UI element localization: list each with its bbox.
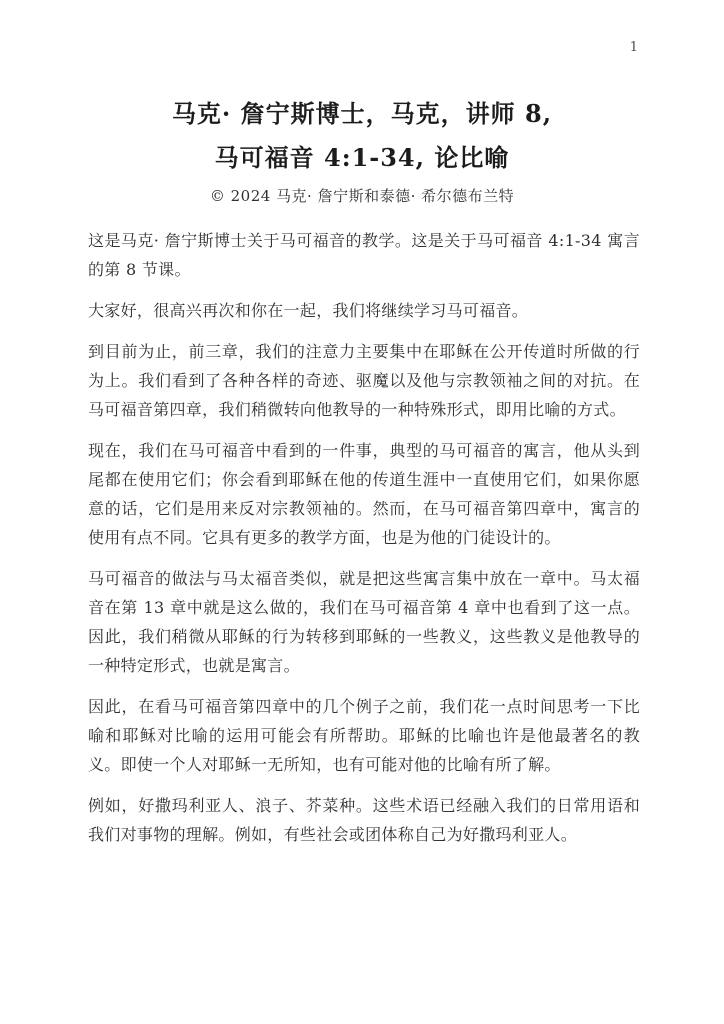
- document-body: [0, 226, 724, 849]
- title-line-1: 马克· 詹宁斯博士，马克，讲师 8,: [171, 99, 553, 128]
- copyright-line: © 2024 马克· 詹宁斯和泰德· 希尔德布兰特: [209, 187, 515, 205]
- paragraph-2: 大家好，很高兴再次和你在一起，我们将继续学习马可福音。: [88, 301, 529, 320]
- paragraph-3: 到目前为止，前三章，我们的注意力主要集中在耶稣在公开传道时所做的行为上。我们看到了各种各样的奇迹、驱魔以及他与宗教领袖之间的对抗。在马可福音第四章，我们稍微转向他教导的一种特殊形式，即用比喻的方式。: [88, 342, 640, 419]
- page-number: 1: [629, 40, 638, 55]
- paragraph-5: 马可福音的做法与马太福音类似，就是把这些寓言集中放在一章中。马太福音在第 13 章中就是这么做的，我们在马可福音第 4 章中也看到了这一点。因此，我们稍微从耶稣的行为转移到耶稣的一些教义，这些教义是他教导的一种特定形式，也就是寓言。: [88, 569, 640, 675]
- paragraph-4: 现在，我们在马可福音中看到的一件事，典型的马可福音的寓言，他从头到尾都在使用它们；你会看到耶稣在他的传道生涯中一直使用它们，如果你愿意的话，它们是用来反对宗教领袖的。然而，在马可福音第四章中，寓言的使用有点不同。它具有更多的教学方面，也是为他的门徒设计的。: [88, 441, 640, 547]
- title-line-2: 马可福音 4:1-34, 论比喻: [214, 143, 510, 172]
- paragraph-7: 例如，好撒玛利亚人、浪子、芥菜种。这些术语已经融入我们的日常用语和我们对事物的理解。例如，有些社会或团体称自己为好撒玛利亚人。: [88, 796, 640, 844]
- paragraph-6: 因此，在看马可福音第四章中的几个例子之前，我们花一点时间思考一下比喻和耶稣对比喻的运用可能会有所帮助。耶稣的比喻也许是他最著名的教义。即使一个人对耶稣一无所知，也有可能对他的比喻有所了解。: [88, 697, 640, 774]
- document-title: [0, 0, 724, 180]
- paragraph-1: 这是马克· 詹宁斯博士关于马可福音的教学。这是关于马可福音 4:1-34 寓言的第 8 节课。: [88, 231, 640, 279]
